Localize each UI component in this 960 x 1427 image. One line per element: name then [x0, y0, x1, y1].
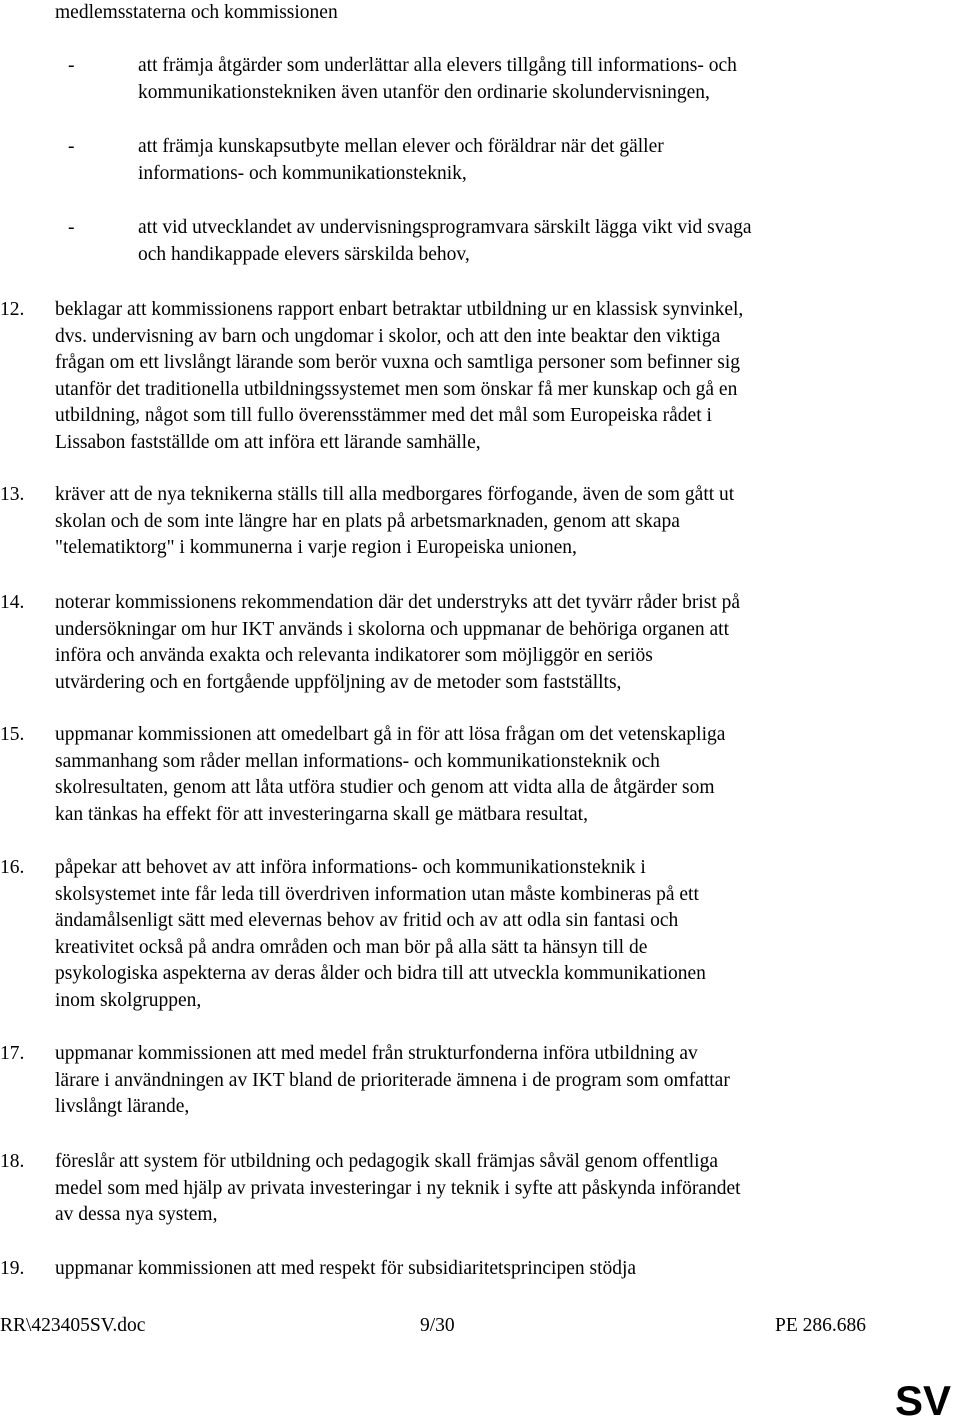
text-line: utvärdering och en fortgående uppföljning av de metoder som fastställts, — [55, 671, 622, 693]
paragraph-text — [55, 855, 915, 1015]
text-line: kan tänkas ha effekt för att investeringarna skall ge mätbara resultat, — [55, 803, 588, 825]
paragraph-text — [55, 1256, 915, 1283]
text-line: livslångt lärande, — [55, 1096, 190, 1118]
text-line: påpekar att behovet av att införa informations- och kommunikationsteknik i — [55, 857, 646, 878]
text-line: informations- och kommunikationsteknik, — [138, 162, 467, 184]
text-line: kommunikationstekniken även utanför den ordinarie skolundervisningen, — [138, 81, 710, 103]
text-line: utbildning, något som till fullo överensstämmer med det mål som Europeiska rådet i — [55, 405, 712, 427]
text-line: kräver att de nya teknikerna ställs till alla medborgares förfogande, även de som gått ut — [55, 484, 735, 505]
text-line: skolresultaten, genom att låta utföra studier och genom att vidta alla de åtgärder som — [55, 777, 715, 799]
text-line: sammanhang som råder mellan informations- och kommunikationsteknik och — [55, 750, 660, 772]
text-line: kreativitet också på andra områden och man bör på alla sätt ta hänsyn till de — [55, 936, 648, 958]
page-footer — [0, 1313, 960, 1340]
paragraph-number: 12. — [0, 299, 25, 320]
dash-marker: - — [68, 55, 75, 76]
text-line: beklagar att kommissionens rapport enbart betraktar utbildning ur en klassisk synvinkel, — [55, 299, 744, 320]
dash-item-text — [138, 215, 938, 268]
paragraph-number: 17. — [0, 1043, 25, 1064]
text-line: utanför det traditionella utbildningssystemet men som önskar få mer kunskap och gå en — [55, 378, 738, 400]
pe-reference: PE 286.686 — [775, 1315, 867, 1336]
text-line: medel som med hjälp av privata investeringar i ny teknik i syfte att påskynda införandet — [55, 1177, 741, 1199]
text-line: Lissabon fastställde om att införa ett lärande samhälle, — [55, 431, 481, 453]
paragraph-text — [55, 297, 915, 457]
text-line: uppmanar kommissionen att omedelbart gå in för att lösa frågan om det vetenskapliga — [55, 724, 726, 745]
paragraph-number: 13. — [0, 484, 25, 505]
text-line: "telematiktorg" i kommunerna i varje region i Europeiska unionen, — [55, 537, 577, 559]
dash-marker: - — [68, 136, 75, 157]
paragraph-text — [55, 1041, 915, 1121]
text-line: uppmanar kommissionen att med medel från strukturfonderna införa utbildning av — [55, 1043, 698, 1064]
document-reference: RR\423405SV.doc — [0, 1315, 146, 1336]
paragraph-number: 15. — [0, 724, 25, 745]
page-number: 9/30 — [420, 1315, 455, 1336]
dash-marker: - — [68, 217, 75, 238]
text-line: skolan och de som inte längre har en plats på arbetsmarknaden, genom att skapa — [55, 510, 680, 532]
paragraph-number: 14. — [0, 592, 25, 613]
paragraph-number: 16. — [0, 857, 25, 878]
text-line: uppmanar kommissionen att med respekt för subsidiaritetsprincipen stödja — [55, 1258, 637, 1279]
text-line: införa och använda exakta och relevanta indikatorer som möjliggör en seriös — [55, 645, 653, 667]
intro-line: medlemsstaterna och kommissionen — [55, 2, 338, 23]
text-line: föreslår att system för utbildning och pedagogik skall främjas såväl genom offentliga — [55, 1151, 719, 1172]
paragraph-text — [55, 482, 915, 562]
text-line: lärare i användningen av IKT bland de prioriterade ämnena i de program som omfattar — [55, 1069, 730, 1091]
dash-item-text — [138, 134, 938, 187]
text-line: att främja åtgärder som underlättar alla elevers tillgång till informations- och — [138, 55, 737, 76]
paragraph-number: 19. — [0, 1258, 25, 1279]
language-mark: SV — [895, 1377, 952, 1424]
paragraph-number: 18. — [0, 1151, 25, 1172]
text-line: noterar kommissionens rekommendation där det understryks att det tyvärr råder brist på — [55, 592, 741, 613]
text-line: ändamålsenligt sätt med elevernas behov av fritid och av att odla sin fantasi och — [55, 910, 679, 932]
text-line: skolsystemet inte får leda till överdriven information utan måste kombineras på ett — [55, 883, 699, 905]
text-line: frågan om ett livslångt lärande som berör vuxna och samtliga personer som befinner sig — [55, 352, 741, 374]
text-line: psykologiska aspekterna av deras ålder och bidra till att utveckla kommunikationen — [55, 963, 706, 985]
paragraph-text — [55, 1149, 915, 1229]
paragraph-text — [55, 722, 915, 828]
paragraph-text — [55, 590, 915, 696]
text-line: inom skolgruppen, — [55, 989, 202, 1011]
text-line: att främja kunskapsutbyte mellan elever och föräldrar när det gäller — [138, 136, 664, 157]
text-line: och handikappade elevers särskilda behov, — [138, 243, 470, 265]
text-line: dvs. undervisning av barn och ungdomar i skolor, och att den inte beaktar den viktiga — [55, 325, 721, 347]
dash-item-text — [138, 53, 938, 106]
text-line: undersökningar om hur IKT används i skolorna och uppmanar de behöriga organen att — [55, 618, 730, 640]
text-line: att vid utvecklandet av undervisningsprogramvara särskilt lägga vikt vid svaga — [138, 217, 752, 238]
text-line: av dessa nya system, — [55, 1204, 218, 1226]
